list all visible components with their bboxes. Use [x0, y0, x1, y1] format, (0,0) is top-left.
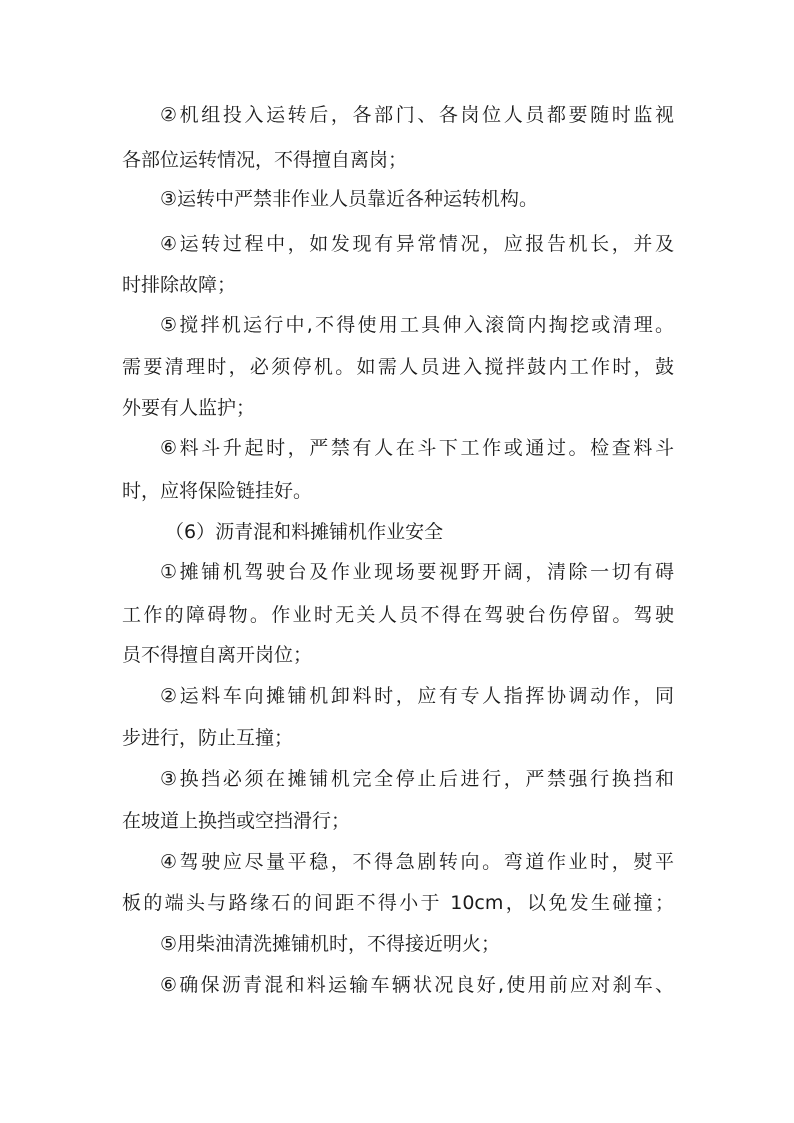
paragraph-line: ④驾驶应尽量平稳，不得急剧转向。弯道作业时，熨平	[160, 851, 674, 873]
paragraph-line: ⑤搅拌机运行中,不得使用工具伸入滚筒内掏挖或清理。	[160, 314, 674, 336]
paragraph-line: ④运转过程中，如发现有异常情况，应报告机长，并及	[160, 233, 674, 255]
paragraph-line: 在坡道上换挡或空挡滑行；	[122, 810, 351, 832]
paragraph-line: 时，应将保险链挂好。	[122, 480, 313, 502]
paragraph-line: ③换挡必须在摊铺机完全停止后进行，严禁强行换挡和	[160, 768, 674, 790]
paragraph-line: 各部位运转情况，不得擅自离岗；	[122, 149, 408, 171]
paragraph-line: 外要有人监护；	[122, 397, 256, 419]
paragraph-line: 板的端头与路缘石的间距不得小于 10cm，以免发生碰撞；	[122, 892, 674, 914]
section-heading: （6）沥青混和料摊铺机作业安全	[165, 521, 444, 543]
paragraph-line: 需要清理时，必须停机。如需人员进入搅拌鼓内工作时，鼓	[122, 356, 674, 378]
paragraph-line: 工作的障碍物。作业时无关人员不得在驾驶台伤停留。驾驶	[122, 604, 674, 626]
paragraph-line: ②运料车向摊铺机卸料时，应有专人指挥协调动作，同	[160, 685, 674, 707]
paragraph-line: 步进行，防止互撞；	[122, 727, 294, 749]
paragraph-line: ③运转中严禁非作业人员靠近各种运转机构。	[160, 188, 539, 210]
paragraph-line: 员不得擅自离开岗位；	[122, 644, 313, 666]
paragraph-line: ⑥料斗升起时，严禁有人在斗下工作或通过。检查料斗	[160, 437, 674, 459]
paragraph-line: ②机组投入运转后，各部门、各岗位人员都要随时监视	[160, 104, 674, 126]
paragraph-line: ⑥确保沥青混和料运输车辆状况良好,使用前应对刹车、	[160, 974, 674, 996]
paragraph-line: ⑤用柴油清洗摊铺机时，不得接近明火；	[160, 933, 501, 955]
paragraph-line: ①摊铺机驾驶台及作业现场要视野开阔，清除一切有碍	[160, 561, 674, 583]
paragraph-line: 时排除故障；	[122, 274, 237, 296]
